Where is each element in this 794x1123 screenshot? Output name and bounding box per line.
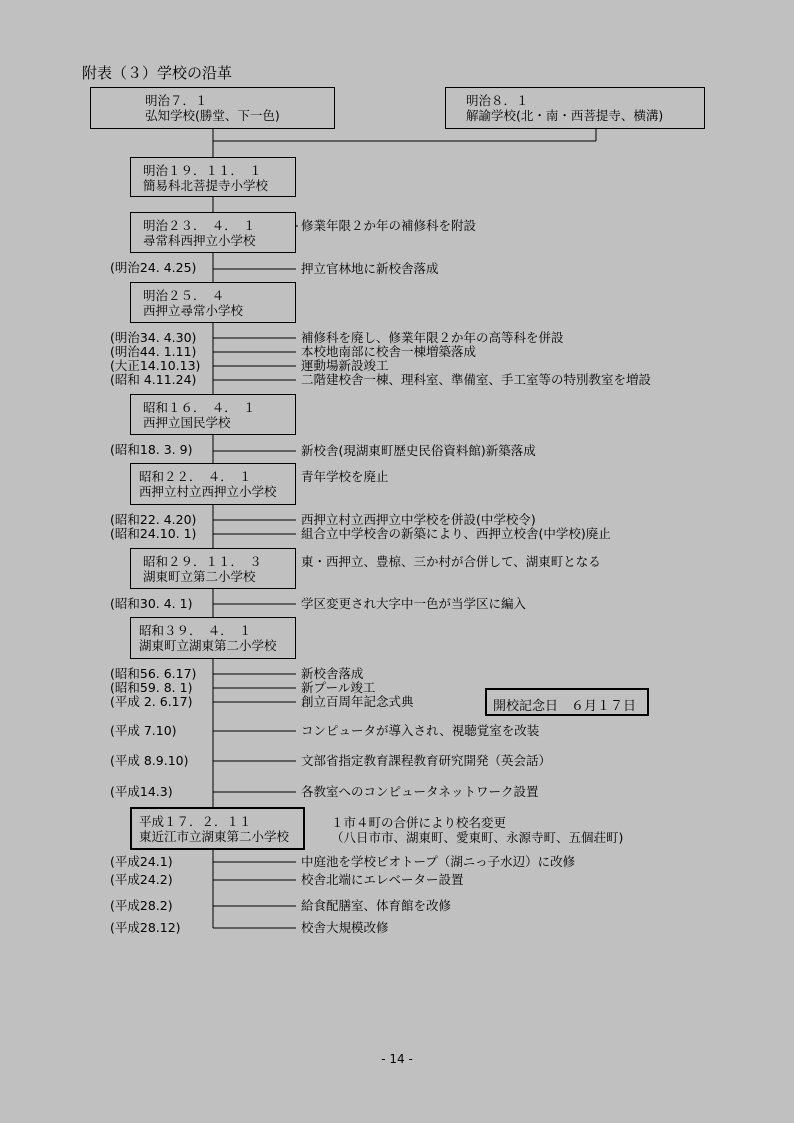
event-text: 新校舎落成 <box>301 666 364 681</box>
anniversary-badge: 開校記念日 ６月１７日 <box>485 688 649 716</box>
event-date: (平成24.1) <box>110 854 173 869</box>
school-box <box>130 617 296 659</box>
event-text: 中庭池を学校ビオトープ（湖ニっ子水辺）に改修 <box>301 854 576 869</box>
school-name: 尋常科西押立小学校 <box>143 233 256 248</box>
school-note: １市４町の合併により校名変更 <box>331 815 507 830</box>
event-text: 創立百周年記念式典 <box>301 694 414 709</box>
school-box <box>130 394 296 435</box>
page-number: - 14 - <box>381 1052 413 1066</box>
event-text: 新プール竣工 <box>301 680 376 695</box>
school-box <box>130 548 296 589</box>
school-box-current <box>130 807 305 850</box>
school-name: 湖東町立湖東第二小学校 <box>139 638 277 653</box>
school-box <box>130 463 296 505</box>
event-text: 新校舎(現湖東町歴史民俗資料館)新築落成 <box>301 443 536 458</box>
event-date: (明治24. 4.25) <box>110 260 197 275</box>
event-text: 補修科を廃し、修業年限２か年の高等科を併設 <box>301 330 564 345</box>
event-date: (昭和18. 3. 9) <box>110 442 193 457</box>
event-date: (明治44. 1.11) <box>110 344 197 359</box>
event-date: (平成28.12) <box>110 920 181 935</box>
school-date: 明治２５． ４ <box>143 288 225 303</box>
event-text: 二階建校舎一棟、理科室、準備室、手工室等の特別教室を増設 <box>301 372 652 387</box>
event-text: 学区変更され大字中一色が当学区に編入 <box>301 596 527 611</box>
school-note: 東・西押立、豊椋、三か村が合併して、湖東町となる <box>301 554 601 569</box>
event-text: 各教室へのコンピュータネットワーク設置 <box>301 784 539 799</box>
event-date: (昭和22. 4.20) <box>110 512 197 527</box>
school-date: 昭和３９． ４． １ <box>139 623 252 638</box>
event-text: 押立官林地に新校舎落成 <box>301 261 439 276</box>
event-text: 給食配膳室、体育館を改修 <box>301 898 452 913</box>
event-text: 本校地南部に校舎一棟増築落成 <box>301 344 477 359</box>
school-name: 湖東町立第二小学校 <box>143 569 256 584</box>
school-name: 西押立村立西押立小学校 <box>139 484 277 499</box>
event-date: (平成14.3) <box>110 784 173 799</box>
event-date: (明治34. 4.30) <box>110 330 197 345</box>
event-date: (平成24.2) <box>110 872 173 887</box>
event-date: (大正14.10.13) <box>110 358 201 373</box>
event-date: (昭和30. 4. 1) <box>110 596 193 611</box>
event-date: (昭和56. 6.17) <box>110 666 197 681</box>
school-date: 昭和２９．１１． ３ <box>143 554 262 569</box>
event-date: (平成 2. 6.17) <box>110 694 193 709</box>
school-date: 昭和１６． ４． １ <box>143 400 256 415</box>
origin-date: 明治８．１ <box>466 93 529 108</box>
event-text: 校舎大規模改修 <box>301 920 389 935</box>
event-text: コンピュータが導入され、視聴覚室を改装 <box>301 723 540 738</box>
school-note: 青年学校を廃止 <box>301 469 389 484</box>
school-date: 明治１９．１１． １ <box>143 163 262 178</box>
school-name: 東近江市立湖東第二小学校 <box>139 829 290 844</box>
event-date: (昭和 4.11.24) <box>110 372 197 387</box>
event-text: 組合立中学校舎の新築により、西押立校舎(中学校)廃止 <box>301 526 611 541</box>
school-note-merged-towns: （八日市市、湖東町、愛東町、永源寺町、五個荘町) <box>331 830 624 845</box>
school-name: 西押立尋常小学校 <box>143 303 244 318</box>
event-text: 西押立村立西押立中学校を併設(中学校令) <box>301 512 536 527</box>
school-box <box>130 212 296 253</box>
school-box <box>130 282 296 323</box>
event-text: 文部省指定教育課程教育研究開発（英会話） <box>301 753 552 768</box>
school-box <box>130 157 296 197</box>
event-date: (平成 7.10) <box>110 723 177 738</box>
event-date: (昭和59. 8. 1) <box>110 680 193 695</box>
origin-name: 弘知学校(勝堂、下一色) <box>145 108 280 123</box>
school-date: 昭和２２． ４． １ <box>139 469 252 484</box>
event-date: (昭和24.10. 1) <box>110 526 197 541</box>
origin-name: 解諭学校(北・南・西菩提寺、横溝) <box>466 108 664 123</box>
page-title: 附表（３）学校の沿革 <box>82 64 233 82</box>
school-name: 簡易科北菩提寺小学校 <box>143 178 269 193</box>
origin-box-kaiyu <box>445 87 705 129</box>
school-name: 西押立国民学校 <box>143 415 231 430</box>
event-text: 運動場新設竣工 <box>301 358 389 373</box>
origin-date: 明治７．１ <box>145 93 208 108</box>
school-note: 修業年限２か年の補修科を附設 <box>301 218 477 233</box>
school-date: 明治２３． ４． １ <box>143 218 256 233</box>
school-date: 平成１７．２．１１ <box>139 814 252 829</box>
event-date: (平成28.2) <box>110 898 173 913</box>
event-text: 校舎北端にエレベーター設置 <box>301 872 464 887</box>
event-date: (平成 8.9.10) <box>110 753 189 768</box>
origin-box-koshi <box>90 87 335 129</box>
